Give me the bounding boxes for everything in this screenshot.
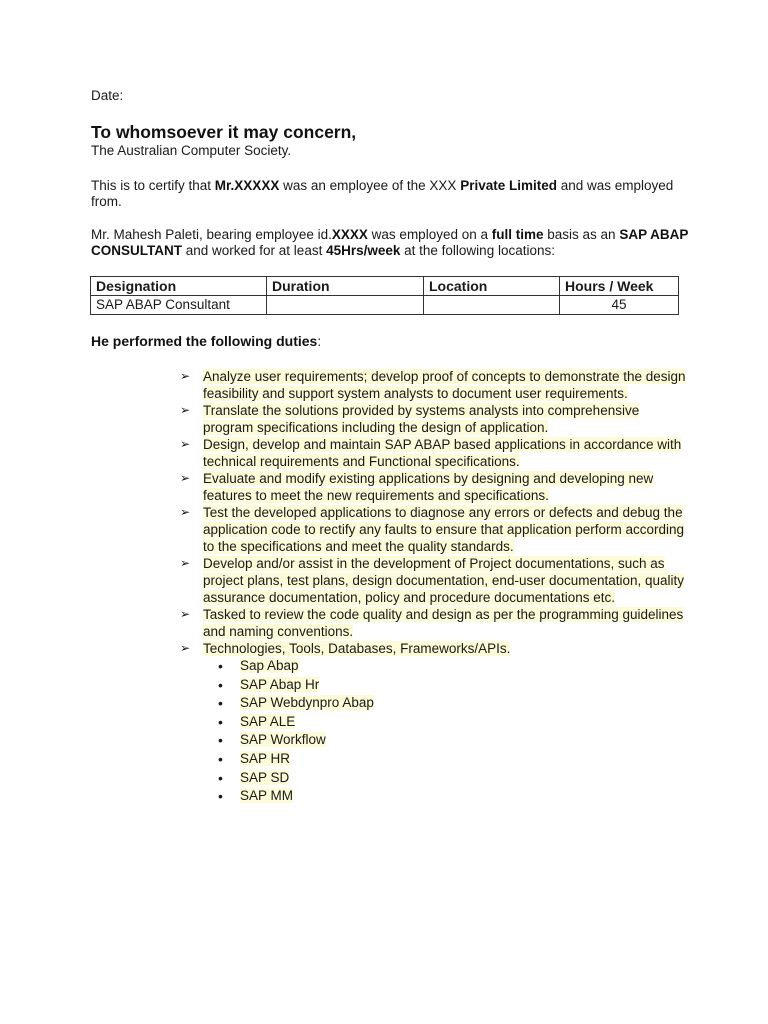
technology-text: SAP MM	[240, 788, 294, 804]
p2-text-2: was employed on a	[367, 227, 492, 242]
certification-paragraph	[91, 178, 691, 210]
arrow-bullet-icon: ➢	[180, 471, 191, 485]
bullet-icon: •	[218, 713, 223, 730]
list-item	[218, 787, 374, 806]
list-item	[218, 731, 374, 750]
duties-heading-colon: :	[317, 333, 322, 349]
arrow-bullet-icon: ➢	[180, 369, 191, 383]
duty-text: Evaluate and modify existing applications by designing and developing new features to meet the new requirements and specifications.	[203, 471, 654, 503]
duties-list	[180, 368, 690, 657]
bullet-icon: •	[218, 788, 223, 805]
arrow-bullet-icon: ➢	[180, 403, 191, 417]
list-item	[180, 368, 690, 402]
list-item	[180, 555, 690, 606]
list-item	[180, 402, 690, 436]
duties-heading-text: He performed the following duties	[91, 333, 318, 349]
date-label: Date:	[91, 88, 124, 103]
p1-text-1: This is to certify that	[91, 178, 215, 193]
duty-text: Tasked to review the code quality and design as per the programming guidelines and naming conventions.	[203, 607, 684, 639]
list-item	[218, 657, 374, 676]
bullet-icon: •	[218, 658, 223, 674]
duty-text: Technologies, Tools, Databases, Frameworks/APIs.	[203, 641, 511, 656]
employee-name: Mr.XXXXX	[214, 178, 280, 193]
list-item	[180, 640, 690, 657]
table-header-hours: Hours / Week	[560, 277, 679, 296]
employment-type: full time	[491, 227, 544, 242]
p1-text-3: and was employed from.	[91, 178, 674, 209]
employment-paragraph	[91, 227, 691, 259]
table-header-row	[91, 277, 679, 296]
cell-hours: 45	[560, 296, 679, 315]
p2-text-1: Mr. Mahesh Paleti, bearing employee id.	[91, 227, 332, 242]
weekly-hours: 45Hrs/week	[326, 243, 401, 258]
table-header-duration: Duration	[267, 277, 424, 296]
arrow-bullet-icon: ➢	[180, 556, 191, 570]
list-item	[218, 769, 374, 788]
list-item	[180, 606, 690, 640]
p1-text-2: was an employee of the XXX	[279, 178, 461, 193]
technologies-list	[218, 657, 374, 806]
list-item	[218, 676, 374, 695]
technology-text: SAP Abap Hr	[240, 676, 320, 692]
technology-text: Sap Abap	[240, 658, 299, 673]
duty-text: Design, develop and maintain SAP ABAP based applications in accordance with technical requirements and Functional specifications.	[203, 437, 682, 469]
table-header-location: Location	[424, 277, 560, 296]
list-item	[180, 504, 690, 555]
cell-designation: SAP ABAP Consultant	[91, 296, 267, 315]
technology-text: SAP SD	[240, 769, 290, 785]
bullet-icon: •	[218, 676, 223, 693]
list-item	[218, 713, 374, 732]
addressee: The Australian Computer Society.	[91, 143, 292, 158]
bullet-icon: •	[218, 769, 223, 786]
technology-text: SAP ALE	[240, 713, 296, 729]
employee-id: XXXX	[331, 227, 368, 242]
table-row	[91, 296, 679, 315]
arrow-bullet-icon: ➢	[180, 641, 191, 655]
list-item	[218, 694, 374, 713]
list-item	[180, 436, 690, 470]
bullet-icon: •	[218, 695, 223, 712]
duties-heading	[91, 333, 321, 349]
company-name: Private Limited	[460, 178, 557, 193]
bullet-icon: •	[218, 732, 223, 749]
cell-duration	[267, 296, 424, 315]
employment-table	[90, 276, 679, 315]
technology-text: SAP Webdynpro Abap	[240, 695, 374, 711]
duty-text: Analyze user requirements; develop proof of concepts to demonstrate the design feasibility and support system analysts to document user requirements.	[203, 369, 686, 401]
duty-text: Translate the solutions provided by systems analysts into comprehensive program specifications including the design of application.	[203, 403, 640, 435]
duty-text: Test the developed applications to diagnose any errors or defects and debug the application code to rectify any faults to ensure that application perform according to the specifications and meet the quality standards.	[203, 505, 685, 554]
p2-text-5: at the following locations:	[400, 243, 555, 258]
list-item	[180, 470, 690, 504]
arrow-bullet-icon: ➢	[180, 505, 191, 519]
technology-text: SAP Workflow	[240, 732, 326, 748]
list-item	[218, 750, 374, 769]
bullet-icon: •	[218, 750, 223, 767]
arrow-bullet-icon: ➢	[180, 607, 191, 621]
p2-text-4: and worked for at least	[182, 243, 327, 258]
cell-location	[424, 296, 560, 315]
p2-text-3: basis as an	[543, 227, 620, 242]
technology-text: SAP HR	[240, 750, 291, 766]
duty-text: Develop and/or assist in the development of Project documentations, such as project plans, test plans, design documentation, end-user documentation, quality assurance documentation, policy and procedure documentations etc.	[203, 556, 685, 605]
table-header-designation: Designation	[91, 277, 267, 296]
letter-heading: To whomsoever it may concern,	[91, 122, 357, 142]
arrow-bullet-icon: ➢	[180, 437, 191, 451]
employee-role: SAP ABAP CONSULTANT	[91, 227, 689, 258]
